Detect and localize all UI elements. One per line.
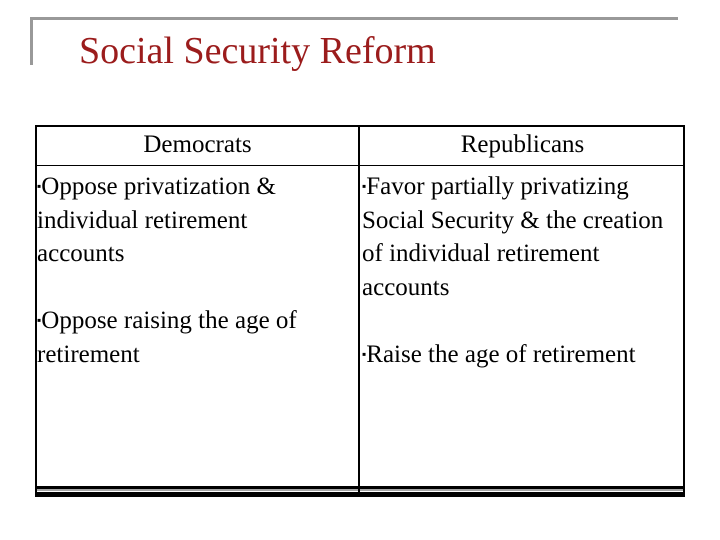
table-bottom-outer-border — [35, 492, 685, 497]
slide-frame-top-line — [30, 17, 678, 20]
republicans-point-2 — [362, 338, 680, 372]
democrats-point-2-text: Oppose raising the age of retirement — [37, 307, 297, 368]
table-header-divider — [35, 165, 685, 166]
democrats-point-1-text: Oppose privatization & individual retirement accounts — [37, 173, 276, 267]
bullet-icon: ▪ — [362, 179, 367, 193]
republicans-point-1-text: Favor partially privatizing Social Security & the creation of individual retirement accounts — [362, 173, 664, 301]
republicans-point-1 — [362, 170, 680, 304]
republicans-header: Republicans — [460, 131, 585, 158]
slide-frame-left-line — [30, 17, 33, 65]
bullet-icon: ▪ — [362, 347, 367, 361]
democrats-point-2 — [37, 304, 342, 371]
democrats-point-1 — [37, 170, 337, 271]
table-right-border — [683, 125, 685, 497]
slide-title: Social Security Reform — [79, 30, 436, 72]
bullet-icon: ▪ — [37, 313, 42, 327]
table-bottom-inner-border — [35, 489, 685, 491]
table-column-divider — [358, 125, 360, 497]
bullet-icon: ▪ — [37, 179, 42, 193]
republicans-point-2-text: Raise the age of retirement — [366, 341, 636, 368]
democrats-header: Democrats — [143, 131, 252, 158]
